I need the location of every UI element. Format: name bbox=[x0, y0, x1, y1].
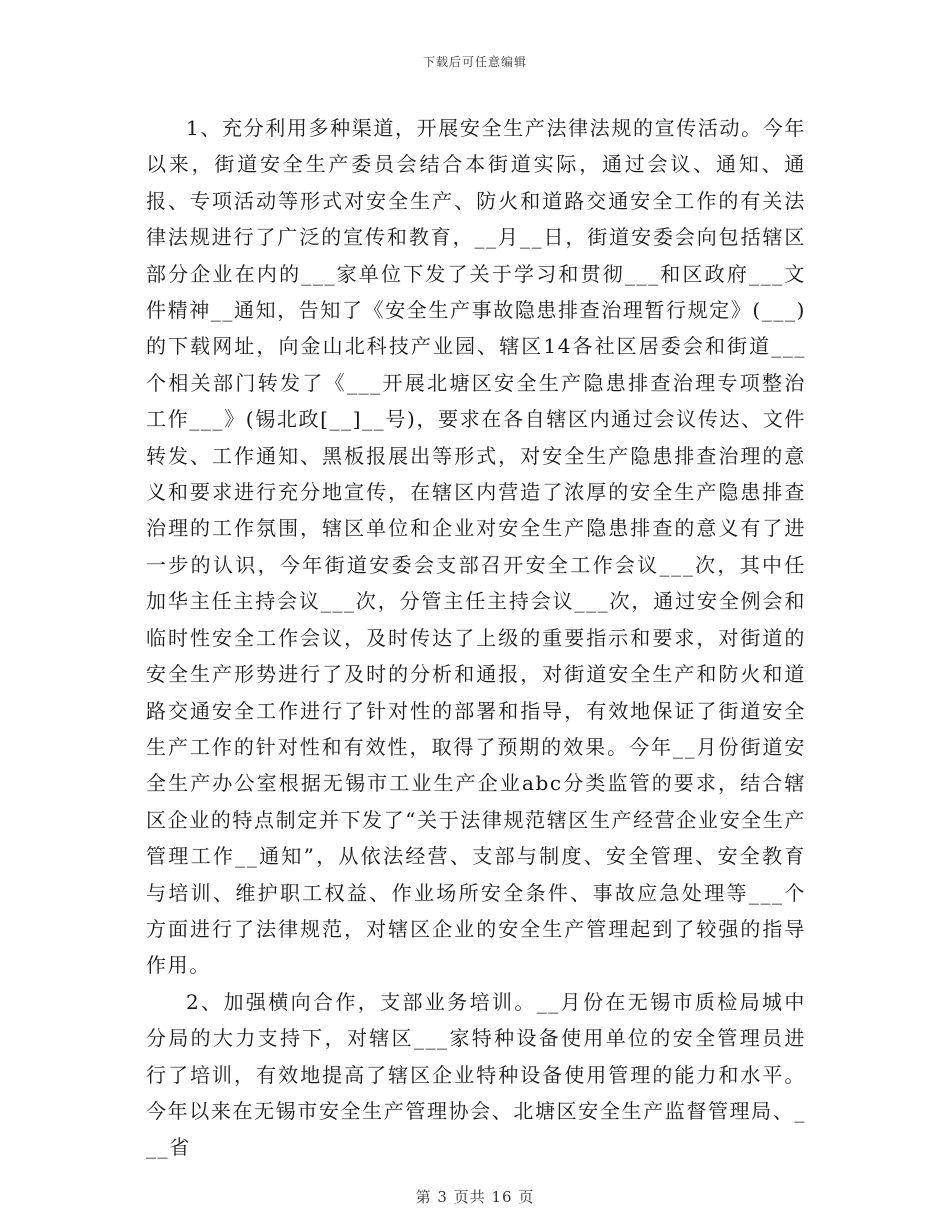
paragraph-1: 1、充分利用多种渠道，开展安全生产法律法规的宣传活动。今年以来，街道安全生产委员会结合本街道实际，通过会议、通知、通报、专项活动等形式对安全生产、防火和道路交通安全工作的有关法律法规进行了广泛的宣传和教育，__月__日，街道安委会向包括辖区部分企业在内的___家单位下发了关于学习和贯彻___和区政府___文件精神__通知，告知了《安全生产事故隐患排查治理暂行规定》(___)的下载网址，向金山北科技产业园、辖区14各社区居委会和街道___个相关部门转发了《___开展北塘区安全生产隐患排查治理专项整治工作___》(锡北政[__]__号)，要求在各自辖区内通过会议传达、文件转发、工作通知、黑板报展出等形式，对安全生产隐患排查治理的意义和要求进行充分地宣传，在辖区内营造了浓厚的安全生产隐患排查治理的工作氛围，辖区单位和企业对安全生产隐患排查的意义有了进一步的认识，今年街道安委会支部召开安全工作会议___次，其中任加华主任主持会议___次，分管主任主持会议___次，通过安全例会和临时性安全工作会议，及时传达了上级的重要指示和要求，对街道的安全生产形势进行了及时的分析和通报，对街道安全生产和防火和道路交通安全工作进行了针对性的部署和指导，有效地保证了街道安全生产工作的针对性和有效性，取得了预期的效果。今年__月份街道安全生产办公室根据无锡市工业生产企业abc分类监管的要求，结合辖区企业的特点制定并下发了“关于法律规范辖区生产经营企业安全生产管理工作__通知”，从依法经营、支部与制度、安全管理、安全教育与培训、维护职工权益、作业场所安全条件、事故应急处理等___个方面进行了法律规范，对辖区企业的安全生产管理起到了较强的指导作用。 bbox=[146, 116, 807, 978]
page-header: 下载后可任意编辑 bbox=[422, 55, 527, 69]
document-body bbox=[146, 110, 806, 1166]
paragraph-2: 2、加强横向合作，支部业务培训。__月份在无锡市质检局城中分局的大力支持下，对辖区___家特种设备使用单位的安全管理员进行了培训，有效地提高了辖区企业特种设备使用管理的能力和水平。今年以来在无锡市安全生产管理协会、北塘区安全生产监督管理局、___省 bbox=[146, 989, 806, 1160]
page-number: 第 3 页共 16 页 bbox=[415, 1188, 535, 1206]
